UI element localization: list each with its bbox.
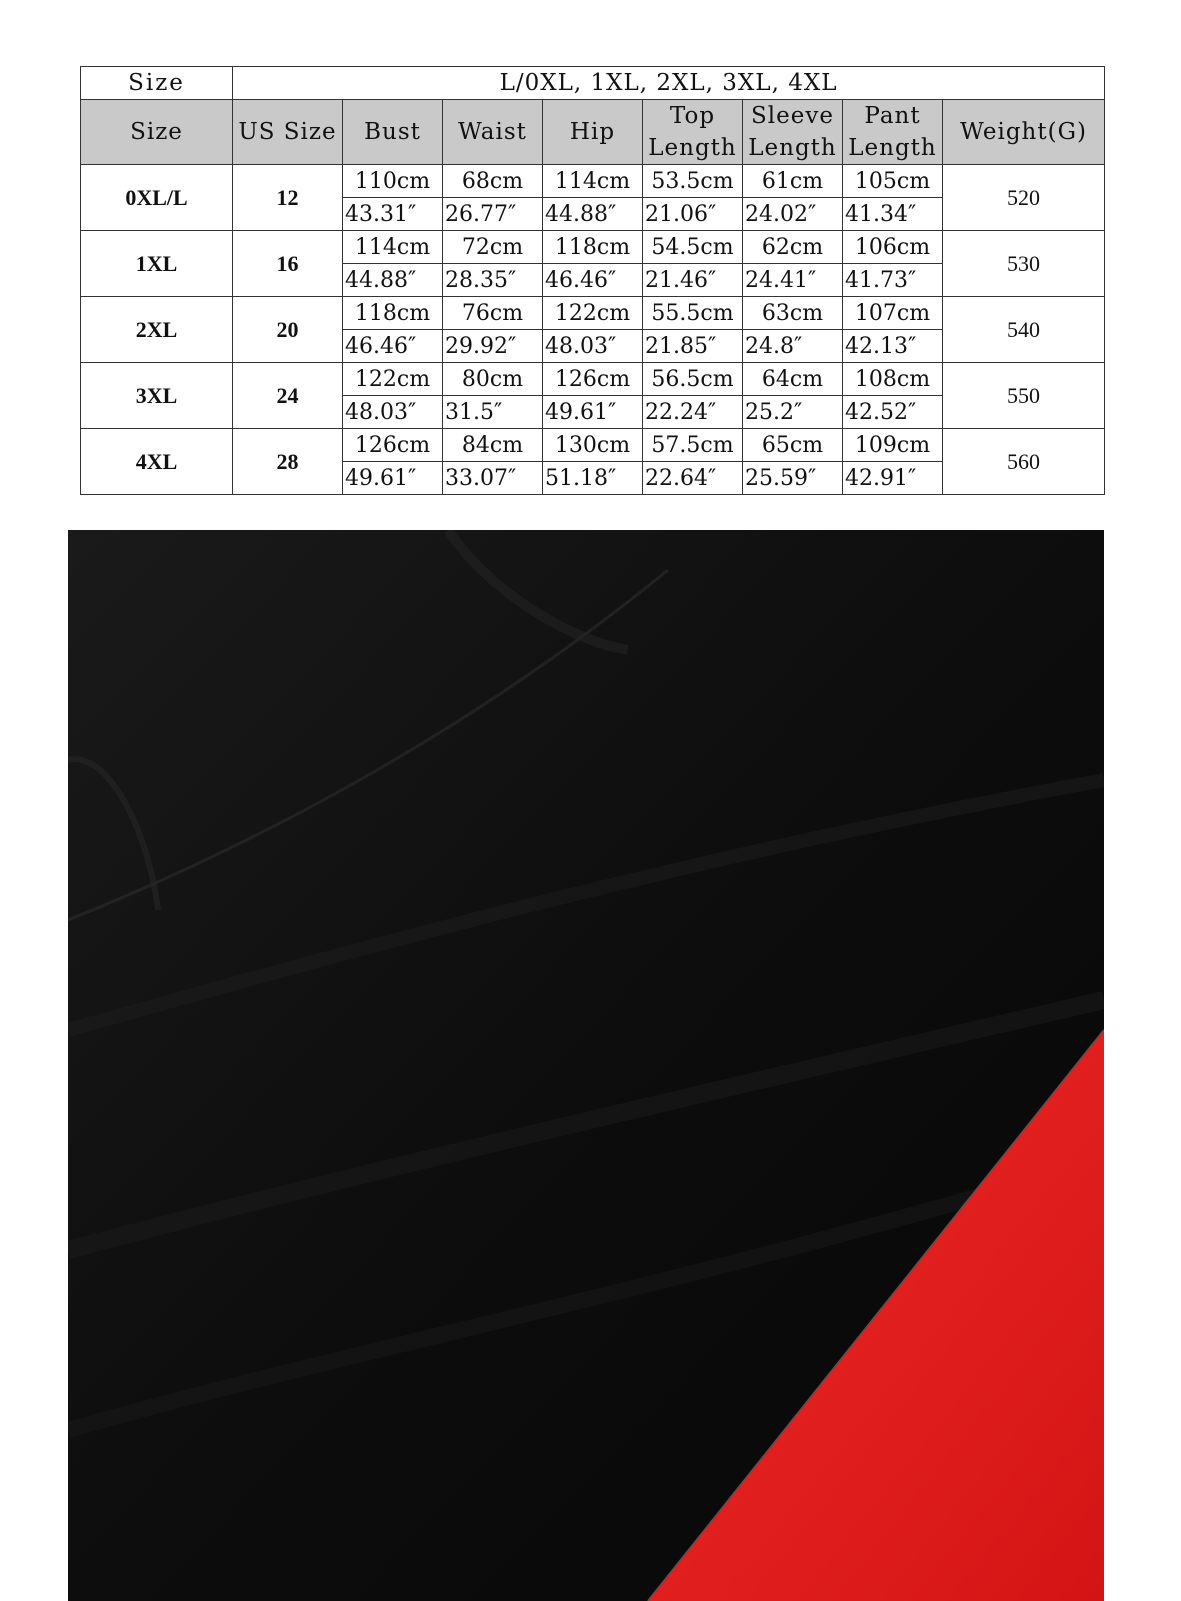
hip-cm-cell: 130cm [543, 429, 643, 462]
hip-cm-cell: 114cm [543, 165, 643, 198]
pant-length-cm-cell: 109cm [843, 429, 943, 462]
pant-length-cm-cell: 106cm [843, 231, 943, 264]
waist-inch-cell: 29.92″ [443, 330, 543, 363]
waist-inch-cell: 33.07″ [443, 462, 543, 495]
header-hip [543, 100, 643, 165]
sleeve-length-cm-cell: 64cm [743, 363, 843, 396]
hip-cm-cell: 118cm [543, 231, 643, 264]
waist-cm-cell: 72cm [443, 231, 543, 264]
table-row [81, 363, 1105, 396]
hip-inch-cell: 44.88″ [543, 198, 643, 231]
header-label: Weight(G) [960, 119, 1087, 145]
pant-length-cm-cell: 107cm [843, 297, 943, 330]
header-label: US Size [238, 119, 337, 145]
header-weight [943, 100, 1105, 165]
table-row [81, 429, 1105, 462]
bust-inch-cell: 46.46″ [343, 330, 443, 363]
sleeve-length-inch-cell: 25.2″ [743, 396, 843, 429]
header-size [81, 100, 233, 165]
hip-inch-cell: 49.61″ [543, 396, 643, 429]
header-label: Top [669, 103, 716, 129]
header-pant-length [843, 100, 943, 165]
size-cell: 0XL/L [81, 165, 233, 231]
us-size-cell: 28 [233, 429, 343, 495]
top-length-inch-cell: 21.06″ [643, 198, 743, 231]
top-length-cm-cell: 53.5cm [643, 165, 743, 198]
hip-cm-cell: 122cm [543, 297, 643, 330]
sleeve-length-inch-cell: 24.8″ [743, 330, 843, 363]
bust-cm-cell: 126cm [343, 429, 443, 462]
size-range-label: Size [81, 67, 233, 100]
top-length-cm-cell: 55.5cm [643, 297, 743, 330]
hip-inch-cell: 51.18″ [543, 462, 643, 495]
header-label: Length [648, 135, 737, 161]
top-length-inch-cell: 21.85″ [643, 330, 743, 363]
sleeve-length-inch-cell: 24.41″ [743, 264, 843, 297]
fabric-photo [68, 530, 1104, 1601]
header-label: Size [130, 119, 183, 145]
bust-inch-cell: 43.31″ [343, 198, 443, 231]
size-chart-table [80, 66, 1105, 495]
sleeve-length-inch-cell: 25.59″ [743, 462, 843, 495]
top-length-cm-cell: 54.5cm [643, 231, 743, 264]
size-range-value: L/0XL, 1XL, 2XL, 3XL, 4XL [233, 67, 1105, 100]
header-top-length [643, 100, 743, 165]
header-label: Length [748, 135, 837, 161]
table-row [81, 231, 1105, 264]
size-cell: 4XL [81, 429, 233, 495]
waist-cm-cell: 80cm [443, 363, 543, 396]
weight-cell: 520 [943, 165, 1105, 231]
hip-cm-cell: 126cm [543, 363, 643, 396]
size-cell: 1XL [81, 231, 233, 297]
weight-cell: 530 [943, 231, 1105, 297]
waist-cm-cell: 76cm [443, 297, 543, 330]
pant-length-inch-cell: 42.13″ [843, 330, 943, 363]
waist-inch-cell: 31.5″ [443, 396, 543, 429]
bust-cm-cell: 122cm [343, 363, 443, 396]
bust-cm-cell: 118cm [343, 297, 443, 330]
waist-cm-cell: 68cm [443, 165, 543, 198]
size-cell: 2XL [81, 297, 233, 363]
header-label: Sleeve [751, 103, 834, 129]
bust-cm-cell: 110cm [343, 165, 443, 198]
weight-cell: 540 [943, 297, 1105, 363]
waist-inch-cell: 28.35″ [443, 264, 543, 297]
fabric-illustration [68, 530, 1104, 1601]
top-length-inch-cell: 22.64″ [643, 462, 743, 495]
weight-cell: 560 [943, 429, 1105, 495]
sleeve-length-cm-cell: 63cm [743, 297, 843, 330]
sleeve-length-cm-cell: 65cm [743, 429, 843, 462]
pant-length-inch-cell: 41.73″ [843, 264, 943, 297]
us-size-cell: 16 [233, 231, 343, 297]
bust-inch-cell: 49.61″ [343, 462, 443, 495]
size-cell: 3XL [81, 363, 233, 429]
table-row [81, 165, 1105, 198]
top-length-cm-cell: 57.5cm [643, 429, 743, 462]
table-row [81, 297, 1105, 330]
waist-cm-cell: 84cm [443, 429, 543, 462]
header-us-size [233, 100, 343, 165]
hip-inch-cell: 48.03″ [543, 330, 643, 363]
header-waist [443, 100, 543, 165]
weight-cell: 550 [943, 363, 1105, 429]
header-sleeve-length [743, 100, 843, 165]
pant-length-inch-cell: 42.91″ [843, 462, 943, 495]
pant-length-cm-cell: 108cm [843, 363, 943, 396]
header-bust [343, 100, 443, 165]
header-label: Bust [364, 119, 421, 145]
waist-inch-cell: 26.77″ [443, 198, 543, 231]
pant-length-cm-cell: 105cm [843, 165, 943, 198]
hip-inch-cell: 46.46″ [543, 264, 643, 297]
us-size-cell: 24 [233, 363, 343, 429]
size-range-row [81, 67, 1105, 100]
size-chart-area [0, 0, 1181, 530]
header-label: Hip [569, 119, 616, 145]
pant-length-inch-cell: 41.34″ [843, 198, 943, 231]
header-row [81, 100, 1105, 165]
us-size-cell: 20 [233, 297, 343, 363]
sleeve-length-cm-cell: 62cm [743, 231, 843, 264]
top-length-inch-cell: 21.46″ [643, 264, 743, 297]
bust-cm-cell: 114cm [343, 231, 443, 264]
us-size-cell: 12 [233, 165, 343, 231]
sleeve-length-inch-cell: 24.02″ [743, 198, 843, 231]
pant-length-inch-cell: 42.52″ [843, 396, 943, 429]
bust-inch-cell: 44.88″ [343, 264, 443, 297]
header-label: Length [848, 135, 937, 161]
bust-inch-cell: 48.03″ [343, 396, 443, 429]
top-length-cm-cell: 56.5cm [643, 363, 743, 396]
sleeve-length-cm-cell: 61cm [743, 165, 843, 198]
header-label: Pant [864, 103, 921, 129]
top-length-inch-cell: 22.24″ [643, 396, 743, 429]
header-label: Waist [458, 119, 527, 145]
